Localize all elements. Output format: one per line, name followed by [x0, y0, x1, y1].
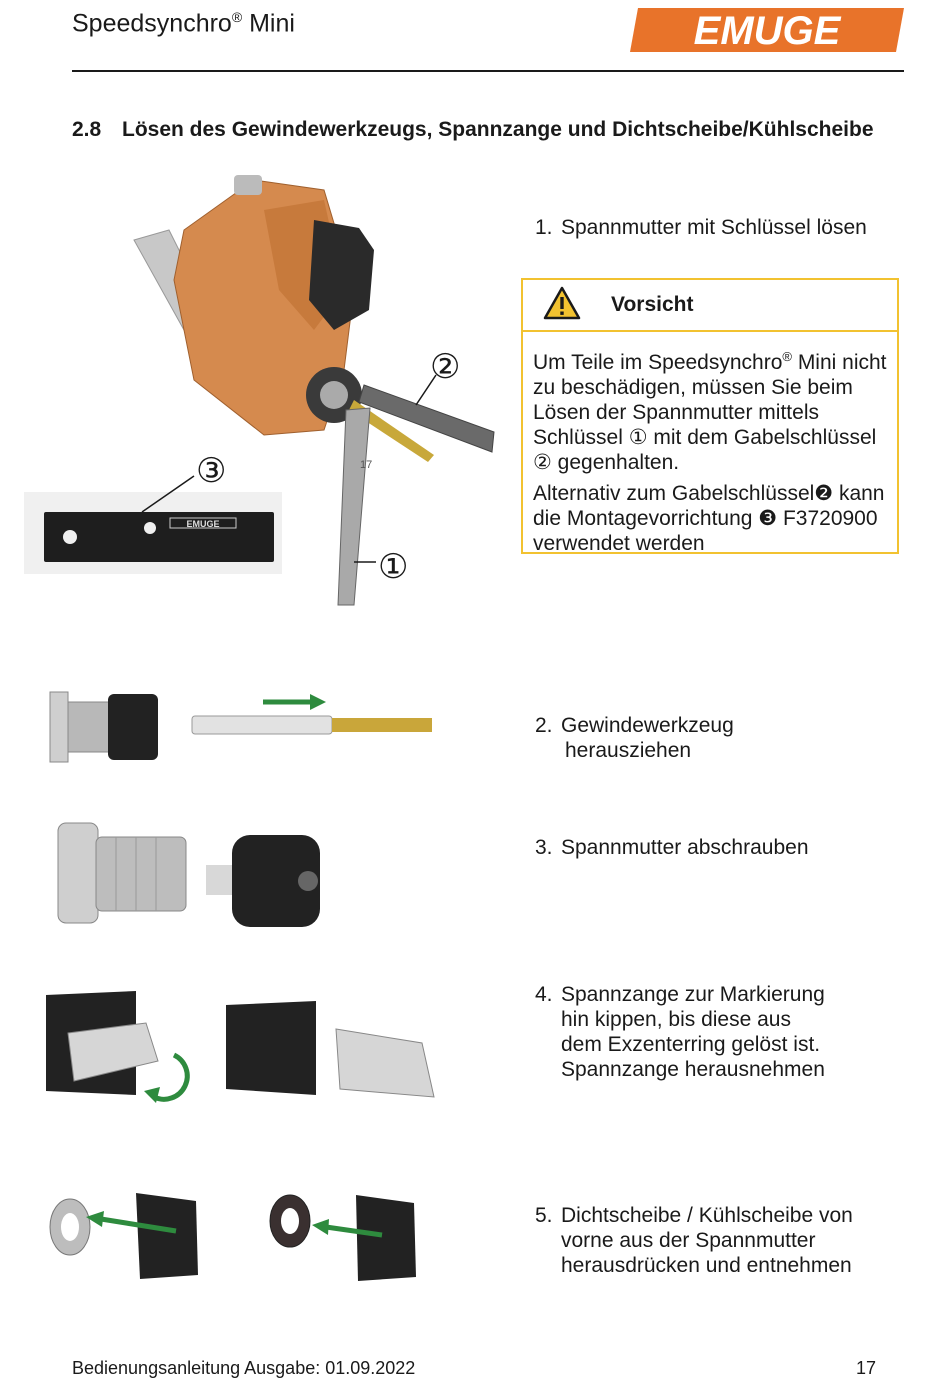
caution-text-a: Um Teile im Speedsynchro — [533, 351, 783, 374]
figure-push-seal — [46, 1185, 426, 1285]
step-number: 5. — [535, 1204, 553, 1227]
step-5 — [535, 1203, 853, 1278]
step-2 — [535, 713, 734, 763]
header-product: Speedsynchro — [72, 9, 232, 38]
step-number: 3. — [535, 836, 553, 859]
step-text: herausziehen — [565, 739, 692, 762]
svg-text:EMUGE: EMUGE — [186, 519, 220, 529]
logo-text: EMUGE — [693, 9, 841, 52]
step-text: Spannmutter abschrauben — [561, 836, 809, 859]
step-text: Spannzange zur Markierung — [561, 983, 825, 1006]
caution-header — [523, 280, 897, 332]
figure-tool-holder — [24, 170, 504, 610]
step-text: Gewindewerkzeug — [561, 714, 734, 737]
header-product-suffix: Mini — [242, 9, 295, 38]
svg-text:17: 17 — [360, 459, 373, 471]
header-title — [72, 9, 295, 38]
section-heading — [72, 118, 874, 142]
caution-title: Vorsicht — [611, 293, 694, 316]
footer-page-number: 17 — [855, 1358, 876, 1378]
registered-mark: ® — [782, 349, 792, 364]
step-1 — [535, 215, 867, 240]
callout-2: ② — [430, 348, 461, 386]
figure-unscrew-nut — [56, 815, 326, 935]
emuge-logo — [630, 8, 904, 52]
callout-3: ③ — [196, 452, 227, 490]
step-text: vorne aus der Spannmutter — [561, 1229, 816, 1252]
figure-tilt-collet — [36, 985, 446, 1110]
step-text: Spannmutter mit Schlüssel lösen — [561, 216, 867, 239]
caution-paragraph-2: Alternativ zum Gabelschlüssel❷ kann die Montagevorrichtung ❸ F3720900 verwendet werden — [533, 482, 885, 555]
warning-triangle-icon — [543, 286, 581, 320]
step-3 — [535, 835, 809, 860]
section-title: Lösen des Gewindewerkzeugs, Spannzange und Dichtscheibe/Kühlscheibe — [122, 118, 874, 141]
section-number: 2.8 — [72, 118, 102, 141]
montage-fixture — [44, 512, 274, 562]
caution-box — [521, 278, 899, 554]
step-text: Spannzange herausnehmen — [561, 1058, 825, 1081]
step-number: 1. — [535, 216, 553, 239]
step-text: Dichtscheibe / Kühlscheibe von — [561, 1204, 853, 1227]
figure-pull-tap — [48, 690, 438, 770]
footer-edition: Bedienungsanleitung Ausgabe: 01.09.2022 — [72, 1358, 416, 1378]
step-text: dem Exzenterring gelöst ist. — [561, 1033, 821, 1056]
callout-1: ① — [378, 548, 409, 586]
step-text: hin kippen, bis diese aus — [561, 1008, 791, 1031]
caution-paragraph-1 — [533, 344, 895, 475]
step-4 — [535, 982, 825, 1082]
registered-mark: ® — [231, 9, 243, 25]
caution-text-b: Mini nicht zu beschädigen, müssen Sie beim Lösen der Spannmutter mittels Schlüssel ① mit dem Gabelschlüssel ② gegenhalten. — [533, 351, 887, 474]
header-rule — [72, 70, 904, 72]
step-number: 4. — [535, 983, 553, 1006]
step-text: herausdrücken und entnehmen — [561, 1254, 852, 1277]
caution-body — [533, 344, 895, 562]
step-number: 2. — [535, 714, 553, 737]
